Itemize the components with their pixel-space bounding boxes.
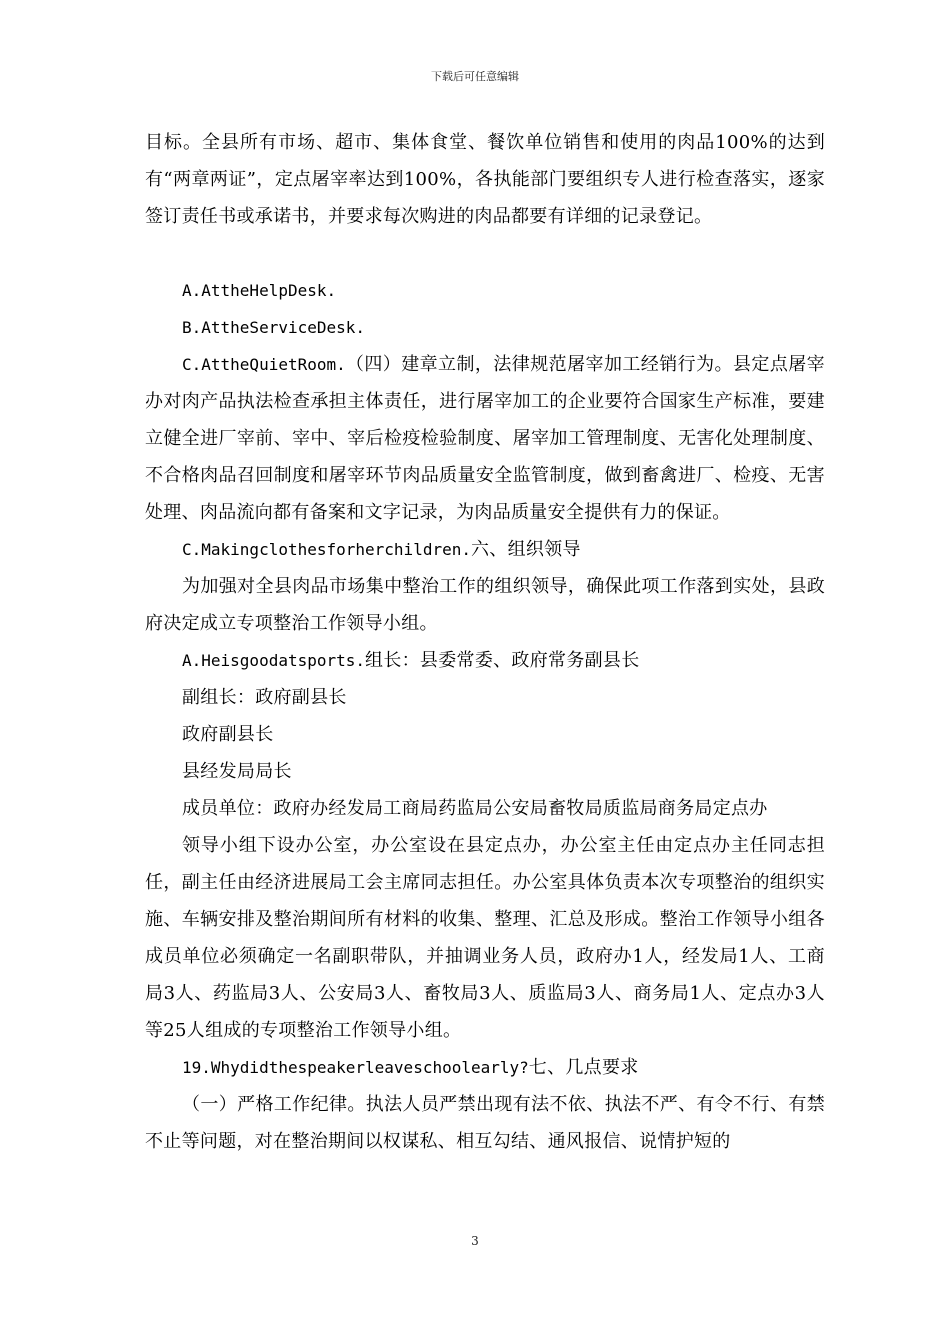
paragraph-text: 为加强对全县肉品市场集中整治工作的组织领导，确保此项工作落到实处，县政府决定成立专项整治工作领导小组。	[145, 576, 825, 634]
paragraph-text: 领导小组下设办公室，办公室设在县定点办，办公室主任由定点办主任同志担任，副主任由经济进展局工会主席同志担任。办公室具体负责本次专项整治的组织实施、车辆安排及整治期间所有材料的收集、整理、汇总及形成。整治工作领导小组各成员单位必须确定一名副职带队，并抽调业务人员，政府办1人，经发局1人、工商局3人、药监局3人、公安局3人、畜牧局3人、质监局3人、商务局1人、定点办3人等25人组成的专项整治工作领导小组。	[145, 835, 825, 1041]
heading-text: 六、组织领导	[470, 539, 581, 560]
paragraph-text: 成员单位：政府办经发局工商局药监局公安局畜牧局质监局商务局定点办	[182, 798, 768, 819]
option-line	[145, 272, 825, 309]
option-text: A.AttheHelpDesk.	[182, 281, 337, 300]
option-text: B.AttheServiceDesk.	[182, 318, 366, 337]
paragraph-text: 副组长：政府副县长	[182, 687, 347, 708]
heading-text: 七、几点要求	[528, 1057, 639, 1078]
paragraph	[145, 346, 825, 531]
paragraph-text: （一）严格工作纪律。执法人员严禁出现有法不依、执法不严、有令不行、有禁不止等问题，对在整治期间以权谋私、相互勾结、通风报信、说情护短的	[145, 1094, 825, 1152]
option-text: C.Makingclothesforherchildren.	[182, 540, 471, 559]
paragraph	[145, 716, 825, 753]
section-heading	[145, 1049, 825, 1086]
option-line	[145, 309, 825, 346]
paragraph	[145, 790, 825, 827]
paragraph	[145, 679, 825, 716]
paragraph	[145, 642, 825, 679]
paragraph	[145, 568, 825, 642]
option-text: 19.Whydidthespeakerleaveschoolearly?	[182, 1058, 529, 1077]
page-number: 3	[471, 1234, 479, 1248]
option-text: A.Heisgoodatsports.	[182, 651, 366, 670]
paragraph	[145, 753, 825, 790]
paragraph-text: （四）建章立制，法律规范屠宰加工经销行为。县定点屠宰办对肉产品执法检查承担主体责任，进行屠宰加工的企业要符合国家生产标准，要建立健全进厂宰前、宰中、宰后检疫检验制度、屠宰加工管理制度、无害化处理制度、不合格肉品召回制度和屠宰环节肉品质量安全监管制度，做到畜禽进厂、检疫、无害处理、肉品流向都有备案和文字记录，为肉品质量安全提供有力的保证。	[145, 354, 825, 523]
paragraph	[145, 827, 825, 1049]
paragraph-text: 目标。全县所有市场、超市、集体食堂、餐饮单位销售和使用的肉品100%的达到有“两章两证”，定点屠宰率达到100%，各执能部门要组织专人进行检查落实，逐家签订责任书或承诺书，并要求每次购进的肉品都要有详细的记录登记。	[145, 132, 825, 227]
document-body	[145, 124, 825, 1160]
page-header: 下载后可任意编辑	[431, 70, 519, 83]
paragraph-text: 组长：县委常委、政府常务副县长	[365, 650, 640, 671]
paragraph	[145, 1086, 825, 1160]
paragraph-text: 县经发局局长	[182, 761, 292, 782]
section-heading	[145, 531, 825, 568]
paragraph	[145, 124, 825, 235]
paragraph-text: 政府副县长	[182, 724, 274, 745]
option-text: C.AttheQuietRoom.	[182, 355, 346, 374]
